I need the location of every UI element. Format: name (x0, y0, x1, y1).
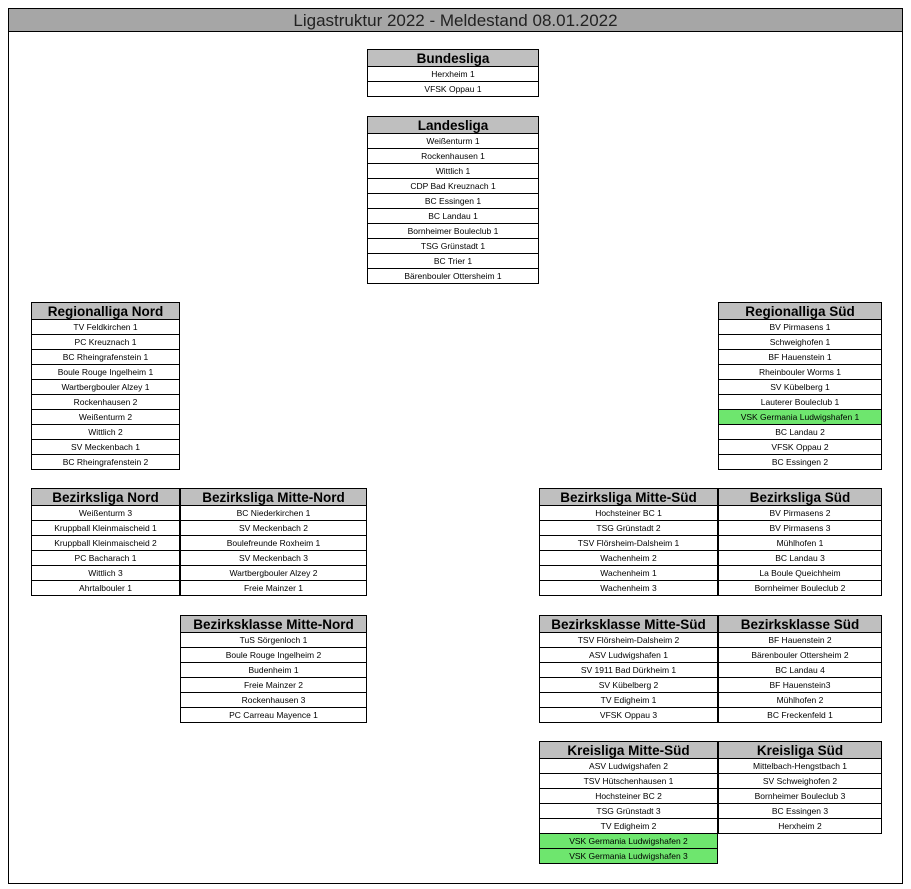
team-row: BF Hauenstein 1 (718, 350, 882, 365)
league-table (31, 302, 180, 470)
team-row: Ahrtalbouler 1 (31, 581, 180, 596)
team-row: Boulefreunde Roxheim 1 (180, 536, 367, 551)
league-header: Regionalliga Süd (718, 302, 882, 320)
team-row: Rockenhausen 1 (367, 149, 539, 164)
team-row: Wachenheim 1 (539, 566, 718, 581)
team-row: Weißenturm 2 (31, 410, 180, 425)
league-header: Bundesliga (367, 49, 539, 67)
team-row: TSV Hütschenhausen 1 (539, 774, 718, 789)
team-row: BC Rheingrafenstein 2 (31, 455, 180, 470)
league-header: Kreisliga Mitte-Süd (539, 741, 718, 759)
team-row: TSV Flörsheim-Dalsheim 1 (539, 536, 718, 551)
team-row: Rockenhausen 2 (31, 395, 180, 410)
team-row: BC Essingen 1 (367, 194, 539, 209)
team-row: Bornheimer Bouleclub 3 (718, 789, 882, 804)
league-table (718, 741, 882, 834)
team-row: Boule Rouge Ingelheim 2 (180, 648, 367, 663)
league-header: Bezirksliga Mitte-Süd (539, 488, 718, 506)
team-row: ASV Ludwigshafen 1 (539, 648, 718, 663)
league-header: Kreisliga Süd (718, 741, 882, 759)
team-row: Mittelbach-Hengstbach 1 (718, 759, 882, 774)
league-header: Bezirksklasse Süd (718, 615, 882, 633)
team-row: BC Landau 4 (718, 663, 882, 678)
team-row: VFSK Oppau 1 (367, 82, 539, 97)
league-header: Bezirksliga Süd (718, 488, 882, 506)
team-row: VSK Germania Ludwigshafen 1 (718, 410, 882, 425)
team-row: Wartbergbouler Alzey 2 (180, 566, 367, 581)
league-header: Bezirksklasse Mitte-Nord (180, 615, 367, 633)
league-table (539, 741, 718, 864)
team-row: Boule Rouge Ingelheim 1 (31, 365, 180, 380)
league-table (718, 615, 882, 723)
team-row: Hochsteiner BC 2 (539, 789, 718, 804)
team-row: BC Landau 1 (367, 209, 539, 224)
team-row: TV Edigheim 2 (539, 819, 718, 834)
team-row: Herxheim 2 (718, 819, 882, 834)
team-row: BC Landau 3 (718, 551, 882, 566)
team-row: TSG Grünstadt 1 (367, 239, 539, 254)
team-row: SV Meckenbach 1 (31, 440, 180, 455)
team-row: Weißenturm 3 (31, 506, 180, 521)
team-row: BC Essingen 3 (718, 804, 882, 819)
league-table (718, 302, 882, 470)
team-row: Bärenbouler Ottersheim 2 (718, 648, 882, 663)
team-row: Hochsteiner BC 1 (539, 506, 718, 521)
team-row: Wachenheim 3 (539, 581, 718, 596)
team-row: BC Freckenfeld 1 (718, 708, 882, 723)
team-row: TSG Grünstadt 2 (539, 521, 718, 536)
team-row: Bornheimer Bouleclub 2 (718, 581, 882, 596)
league-header: Landesliga (367, 116, 539, 134)
team-row: VSK Germania Ludwigshafen 2 (539, 834, 718, 849)
team-row: SV Kübelberg 1 (718, 380, 882, 395)
team-row: Freie Mainzer 2 (180, 678, 367, 693)
team-row: Herxheim 1 (367, 67, 539, 82)
team-row: Mühlhofen 1 (718, 536, 882, 551)
team-row: BC Landau 2 (718, 425, 882, 440)
team-row: Schweighofen 1 (718, 335, 882, 350)
team-row: BF Hauenstein3 (718, 678, 882, 693)
team-row: BV Pirmasens 2 (718, 506, 882, 521)
page-title: Ligastruktur 2022 - Meldestand 08.01.2022 (8, 8, 903, 32)
league-table (367, 49, 539, 97)
team-row: Kruppball Kleinmaischeid 2 (31, 536, 180, 551)
team-row: PC Kreuznach 1 (31, 335, 180, 350)
team-row: Bärenbouler Ottersheim 1 (367, 269, 539, 284)
team-row: BV Pirmasens 1 (718, 320, 882, 335)
team-row: Wittlich 3 (31, 566, 180, 581)
team-row: Weißenturm 1 (367, 134, 539, 149)
league-table (718, 488, 882, 596)
team-row: BC Trier 1 (367, 254, 539, 269)
team-row: BV Pirmasens 3 (718, 521, 882, 536)
team-row: SV 1911 Bad Dürkheim 1 (539, 663, 718, 678)
team-row: Wartbergbouler Alzey 1 (31, 380, 180, 395)
team-row: SV Meckenbach 2 (180, 521, 367, 536)
team-row: SV Kübelberg 2 (539, 678, 718, 693)
team-row: Wittlich 2 (31, 425, 180, 440)
team-row: BC Rheingrafenstein 1 (31, 350, 180, 365)
team-row: VSK Germania Ludwigshafen 3 (539, 849, 718, 864)
team-row: Rheinbouler Worms 1 (718, 365, 882, 380)
league-header: Bezirksliga Nord (31, 488, 180, 506)
league-header: Bezirksklasse Mitte-Süd (539, 615, 718, 633)
team-row: BF Hauenstein 2 (718, 633, 882, 648)
team-row: Freie Mainzer 1 (180, 581, 367, 596)
team-row: ASV Ludwigshafen 2 (539, 759, 718, 774)
team-row: Lauterer Bouleclub 1 (718, 395, 882, 410)
team-row: TSG Grünstadt 3 (539, 804, 718, 819)
team-row: VFSK Oppau 3 (539, 708, 718, 723)
team-row: SV Schweighofen 2 (718, 774, 882, 789)
league-header: Bezirksliga Mitte-Nord (180, 488, 367, 506)
team-row: Kruppball Kleinmaischeid 1 (31, 521, 180, 536)
team-row: Rockenhausen 3 (180, 693, 367, 708)
league-header: Regionalliga Nord (31, 302, 180, 320)
team-row: La Boule Queichheim (718, 566, 882, 581)
team-row: Budenheim 1 (180, 663, 367, 678)
team-row: Wachenheim 2 (539, 551, 718, 566)
team-row: Mühlhofen 2 (718, 693, 882, 708)
team-row: TV Feldkirchen 1 (31, 320, 180, 335)
team-row: CDP Bad Kreuznach 1 (367, 179, 539, 194)
team-row: PC Bacharach 1 (31, 551, 180, 566)
league-table (367, 116, 539, 284)
team-row: PC Carreau Mayence 1 (180, 708, 367, 723)
team-row: BC Niederkirchen 1 (180, 506, 367, 521)
league-table (539, 615, 718, 723)
team-row: TuS Sörgenloch 1 (180, 633, 367, 648)
team-row: VFSK Oppau 2 (718, 440, 882, 455)
team-row: BC Essingen 2 (718, 455, 882, 470)
league-table (180, 615, 367, 723)
league-table (539, 488, 718, 596)
league-table (31, 488, 180, 596)
team-row: TV Edigheim 1 (539, 693, 718, 708)
team-row: Bornheimer Bouleclub 1 (367, 224, 539, 239)
team-row: SV Meckenbach 3 (180, 551, 367, 566)
team-row: Wittlich 1 (367, 164, 539, 179)
league-table (180, 488, 367, 596)
team-row: TSV Flörsheim-Dalsheim 2 (539, 633, 718, 648)
